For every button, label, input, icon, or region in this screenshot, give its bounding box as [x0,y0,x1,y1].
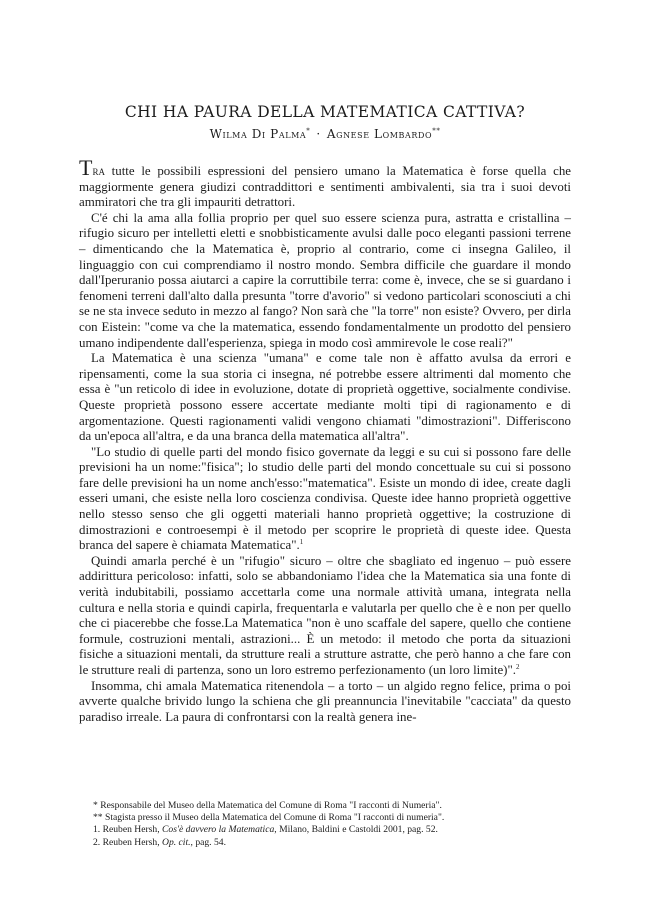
footnotes [93,800,563,849]
paragraph [79,445,571,554]
footnote [93,824,563,836]
author-footnote-mark: ** [432,127,441,135]
footnote [93,837,563,849]
footnote-text: , pag. 54. [190,836,226,848]
article-title: CHI HA PAURA DELLA MATEMATICA CATTIVA? [124,103,526,121]
footnote-text: , Milano, Baldini e Castoldi 2001, pag. 52. [274,824,438,836]
author-separator: · [316,127,321,141]
paragraph-text: "Lo studio di quelle parti del mondo fisico governate da leggi e su cui si possono fare delle previsioni ha un nome:"fisica"; lo studio delle parti del mondo concettuale su cui si possono fare delle previsioni ha un nome anch'esso:"matematica". Esiste un mondo di idee, create dagli esseri umani, che esiste nella loro coscienza condivisa. Queste idee hanno proprietà oggettive nello stesso senso che gli oggetti materiali hanno proprietà oggettive; la costruzione di dimostrazioni e controesempi è il metodo per scoprire le proprietà di queste idee. Questa branca del sapere è chiamata Matematica". [79,444,571,553]
footnote-ref: 2 [515,663,520,671]
footnote-book-title: Cos'è davvero la Matematica [162,824,275,836]
paragraph: La Matematica è una scienza "umana" e come tale non è affatto avulsa da errori e ripensamenti, come la sua storia ci insegna, né potrebbe essere altrimenti dal momento che essa è "un reticolo di idee in evoluzione, dotate di proprietà oggettive, socialmente condivise. Queste proprietà possono essere accertate mediante molti tipi di ragionamento e di argomentazione. Questi ragionamenti validi vengono chiamati "dimostrazioni". Differiscono da un'epoca all'altra, e da una branca della matematica all'altra". [79,351,571,444]
author-name: Wilma Di Palma [209,127,307,141]
author-footnote-mark: * [306,127,311,135]
paragraph [79,155,571,211]
footnote: * Responsabile del Museo della Matematica del Comune di Roma "I racconti di Numeria". [93,800,442,811]
footnote: ** Stagista presso il Museo della Matematica del Comune di Roma "I racconti di numeria". [93,812,445,824]
footnote-text: 2. Reuben Hersh, [93,836,163,848]
paragraph [79,554,571,679]
paragraph: C'é chi la ama alla follia proprio per quel suo essere scienza pura, astratta e cristallina – rifugio sicuro per intelletti eletti e snobbisticamente avulsi dalle poco eleganti passioni terrene – dimenticando che la Matematica è, proprio al contrario, come ci insegna Galileo, il linguaggio con cui comprendiamo il nostro mondo. Sembra difficile che guardare il mondo dall'Iperuranio possa aiutarci a capire la corruttibile terra: come è, invece, che se si guardano i fenomeni terreni dall'alto dalla presunta "torre d'avorio" si vedono particolari sconosciuti a chi se ne sta invece seduto in mezzo al fango? Non sarà che "la torre" non esiste? Ovvero, per dirla con Eistein: "come va che la matematica, essendo fondamentalmente un prodotto del pensiero umano indipendente dall'esperienza, spiega in modo così ammirevole le cose reali?" [79,210,571,350]
drop-cap: T [79,155,93,180]
footnote-ref: 1 [299,538,304,547]
paragraph-text: tutte le possibili espressioni del pensiero umano la Matematica è forse quella che maggiormente genera giudizi contraddittori e sentimenti ambivalenti, sia tra i suoi devoti ammiratori che tra gli impauriti detrattori. [79,164,571,210]
paragraph: Insomma, chi amala Matematica ritenendola – a torto – un algido regno felice, prima o poi avverte qualche brivido lungo la schiena che gli preannuncia l'inevitabile "cacciata" da questo paradiso irreale. La paura di confrontarsi con la realtà genera ine- [79,678,571,724]
footnote-text: 1. Reuben Hersh, [93,824,163,836]
author-line [0,127,650,141]
author-name: Agnese Lombardo [326,127,433,141]
lead-small-caps: ra [92,164,105,178]
paragraph-text: Quindi amarla perché è un "rifugio" sicuro – oltre che sbagliato ed ingenuo – può essere addirittura pericoloso: infatti, solo se abbandoniamo l'idea che la Matematica sia una fonte di verità indubitabili, possiamo accettarla come una normale attività umana, integrata nella cultura e nella storia e quindi capirla, frequentarla e valutarla per quello che è e non per quello che ci piacerebbe che fosse.La Matematica "non è uno scaffale del sapere, quello che contiene formule, costruzioni mentali, astrazioni... È un metodo: il metodo che porta da situazioni fisiche a situazioni mentali, da strutture reali a strutture astratte, che però hanno a che fare con le strutture reali di partenza, sono un loro estremo perfezionamento (un loro limite)". [79,553,571,677]
footnote-book-title: Op. cit. [162,836,191,848]
article-body [79,155,571,725]
